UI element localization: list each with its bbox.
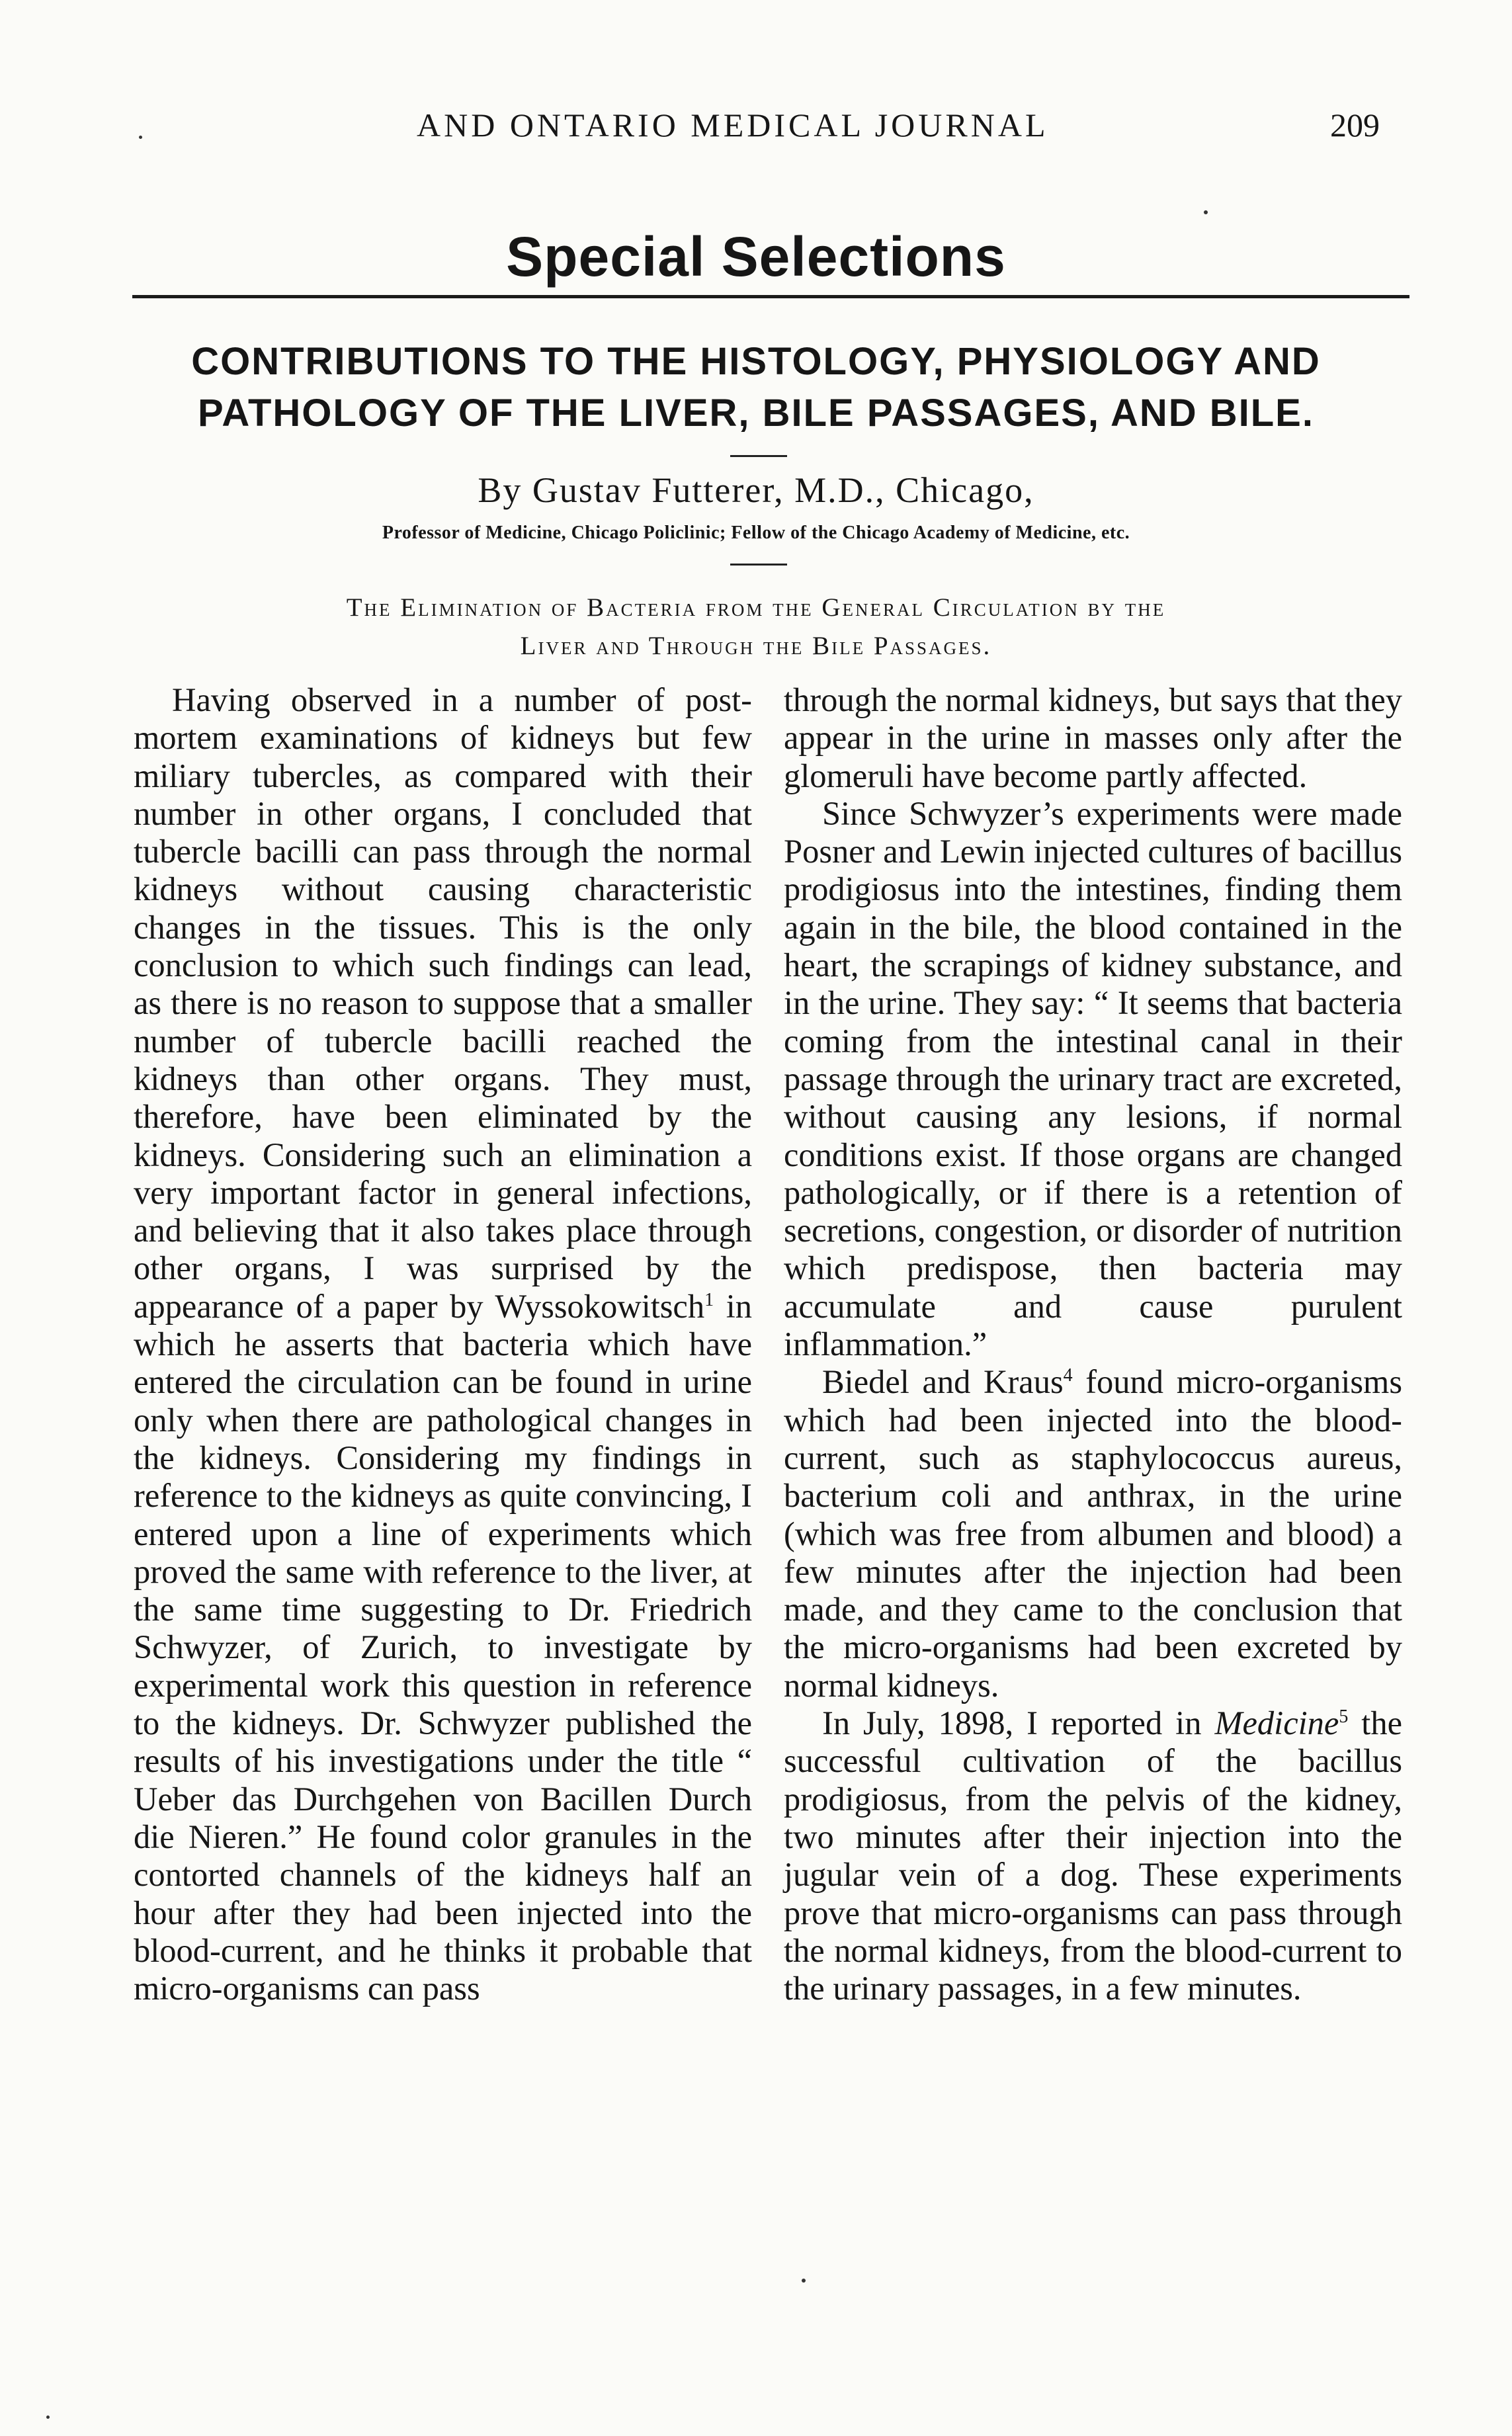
author-affiliation: Professor of Medicine, Chicago Policlinic; Fellow of the Chicago Academy of Medicine, etc. [382, 523, 1130, 543]
left-column [134, 681, 752, 2007]
paragraph-text: In July, 1898, I reported in [822, 1704, 1215, 1742]
section-heading: Special Selections [506, 226, 1006, 288]
paragraph [134, 681, 752, 2007]
paragraph-continuation: through the normal kidneys, but says that they appear in the urine in masses only after the glomeruli have become partly affected. [784, 681, 1402, 794]
byline-divider [730, 564, 787, 566]
subheading-line-1: The Elimination of Bacteria from the General Circulation by the [346, 593, 1166, 622]
byline: By Gustav Futterer, M.D., Chicago, [478, 470, 1034, 510]
subheading-line-2: Liver and Through the Bile Passages. [520, 632, 992, 660]
article-title-line-1: CONTRIBUTIONS TO THE HISTOLOGY, PHYSIOLOGY AND [191, 340, 1321, 383]
journal-name: Medicine [1214, 1704, 1339, 1742]
running-title: AND ONTARIO MEDICAL JOURNAL [417, 106, 1049, 144]
page-number: 209 [1330, 106, 1380, 144]
title-divider [730, 455, 787, 457]
article-title-line-2: PATHOLOGY OF THE LIVER, BILE PASSAGES, AND BILE. [198, 392, 1314, 435]
print-speck [46, 2415, 50, 2419]
paragraph [784, 1363, 1402, 1704]
paragraph-text: in which he asserts that bacteria which have entered the circulation can be found in urine only when there are pathological changes in the kidneys. Considering my findings in reference to the kidneys as quite convincing, I entered upon a line of experiments which proved the same with reference to the liver, at the same time suggesting to Dr. Friedrich Schwyzer, of Zurich, to investigate by experimental work this question in reference to the kidneys. Dr. Schwyzer published the results of his investigations under the title “ Ueber das Durchgehen von Bacillen Durch die Nieren.” He found color granules in the contorted channels of the kidneys half an hour after they had been injected into the blood-current, and he thinks it probable that micro-organisms can pass [134, 1287, 752, 2007]
paragraph-text: found micro-organisms which had been injected into the blood-current, such as staphylococcus aureus, bacterium coli and anthrax, in the urine (which was free from albumen and blood) a few minutes after the injection had been made, and they came to the conclusion that the micro-organisms had been excreted by normal kidneys. [784, 1363, 1402, 1704]
footnote-marker: 4 [1063, 1365, 1073, 1386]
paragraph [784, 1704, 1402, 2007]
footnote-marker: 5 [1339, 1706, 1349, 1728]
print-speck [1204, 210, 1208, 214]
print-speck [139, 136, 142, 139]
paragraph-text: Biedel and Kraus [822, 1363, 1064, 1401]
article-subheading [132, 589, 1380, 665]
paragraph: Since Schwyzer’s experiments were made Posner and Lewin injected cultures of bacillus prodigiosus into the intestines, finding them again in the bile, the blood contained in the heart, the scrapings of kidney substance, and in the urine. They say: “ It seems that bacteria coming from the intestinal canal in their passage through the urinary tract are excreted, without causing any lesions, if normal conditions exist. If those organs are changed pathologically, or if there is a retention of secretions, congestion, or disorder of nutrition which predispose, then bacteria may accumulate and cause purulent inflammation.” [784, 794, 1402, 1363]
paragraph-text: Having observed in a number of post-mortem examinations of kidneys but few miliary tubercles, as compared with their number in other organs, I concluded that tubercle bacilli can pass through the normal kidneys without causing characteristic changes in the tissues. This is the only conclusion to which such findings can lead, as there is no reason to suppose that a smaller number of tubercle bacilli reached the kidneys than other organs. They must, therefore, have been eliminated by the kidneys. Considering such an elimination a very important factor in general infections, and believing that it also takes place through other organs, I was surprised by the appearance of a paper by Wyssokowitsch [134, 681, 752, 1325]
right-column [784, 681, 1402, 2007]
article-title [106, 336, 1406, 439]
print-speck [802, 2279, 806, 2283]
section-rule [132, 295, 1409, 298]
running-head [132, 106, 1406, 152]
paragraph-text: the successful cultivation of the bacillus prodigiosus, from the pelvis of the kidney, two minutes after their injection into the jugular vein of a dog. These experiments prove that micro-organisms can pass through the normal kidneys, from the blood-current to the urinary passages, in a few minutes. [784, 1704, 1403, 2007]
footnote-marker: 1 [704, 1289, 714, 1310]
